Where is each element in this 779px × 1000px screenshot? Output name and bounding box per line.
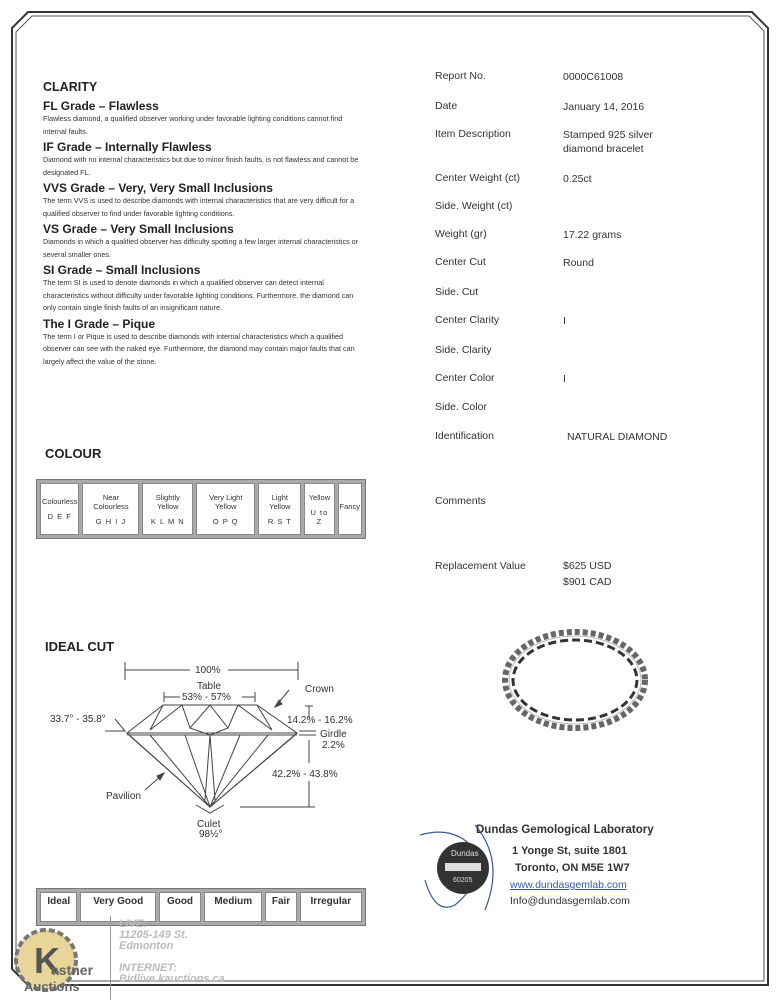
report-field-label: Center Cut [435, 256, 486, 268]
clarity-grade-description: The term VVS is used to describe diamonds with internal characteristics that are very difficult for a qualified observer to find under favorable lighting conditions. [43, 196, 355, 218]
comments-label: Comments [435, 495, 486, 507]
colour-grades: K L M N [150, 516, 185, 526]
bracelet-photo [495, 620, 655, 740]
lab-name: Dundas Gemological Laboratory [476, 824, 654, 836]
svg-text:astner: astner [51, 962, 94, 978]
lab-email: Info@dundasgemlab.com [510, 895, 630, 907]
report-field-label: Side. Color [435, 401, 487, 413]
auction-watermark [119, 919, 225, 985]
svg-text:Auctions: Auctions [24, 979, 80, 994]
colour-grades: O P Q [212, 516, 239, 526]
replacement-value-usd: $625 USD [563, 560, 612, 572]
seal-text: Dundas [451, 849, 479, 858]
clarity-grade-heading: VVS Grade – Very, Very Small Inclusions [43, 181, 273, 195]
auction-url: Bidlive.kauctions.ca [119, 973, 225, 985]
report-field-value: 17.22 grams [563, 229, 622, 241]
clarity-grade-description: Flawless diamond, a qualified observer working under favorable lighting conditions cannot find internal faults. [43, 114, 343, 136]
girdle-label: Girdle [320, 729, 347, 740]
clarity-grade-description: Diamond with no internal characteristics but due to minor finish faults, is not flawless and cannot be designated FL. [43, 155, 359, 177]
report-field-label: Side. Weight (ct) [435, 200, 513, 212]
colour-name: Light Yellow [269, 492, 291, 511]
replacement-value-label: Replacement Value [435, 560, 526, 572]
colour-name: Slightly Yellow [155, 492, 180, 511]
report-field-label: Date [435, 100, 458, 112]
cut-grade-cell: Medium [204, 892, 262, 922]
report-field-label: Weight (gr) [435, 228, 487, 240]
colour-name: Fancy [339, 501, 360, 511]
report-field-value: 0000C61008 [563, 71, 624, 83]
table-label: Table [197, 681, 221, 692]
pavilion-label: Pavilion [106, 791, 142, 802]
crown-height-label: 14.2% - 16.2% [287, 715, 353, 726]
report-field-label: Identification [435, 430, 494, 442]
table-range-label: 53% - 57% [182, 692, 231, 703]
replacement-value-cad: $901 CAD [563, 576, 612, 588]
clarity-grade-heading: IF Grade – Internally Flawless [43, 140, 212, 154]
lab-website-link[interactable]: www.dundasgemlab.com [510, 879, 627, 891]
kastner-auctions-logo [6, 925, 106, 995]
clarity-grade-heading: VS Grade – Very Small Inclusions [43, 222, 234, 236]
culet-label: Culet [197, 819, 221, 830]
report-field-label: Report No. [435, 70, 486, 82]
cut-grade-cell: Very Good [80, 892, 156, 922]
report-field-label: Side. Clarity [435, 344, 492, 356]
report-field-label: Center Weight (ct) [435, 172, 520, 184]
colour-name: Yellow [308, 492, 331, 502]
seal-number: 60205 [453, 877, 473, 884]
pavilion-depth-label: 42.2% - 43.8% [272, 769, 338, 780]
cut-grade-cell: Fair [265, 892, 296, 922]
cut-grade-cell: Irregular [300, 892, 362, 922]
colour-title: COLOUR [45, 446, 102, 461]
report-field-value: Round [563, 257, 594, 269]
report-field-value: January 14, 2016 [563, 101, 645, 113]
colour-grades: R S T [267, 516, 292, 526]
colour-name: Colourless [42, 497, 78, 506]
report-field-value: NATURAL DIAMOND [567, 431, 668, 443]
colour-name: Very Light Yellow [209, 492, 243, 511]
cut-grade-cell: Ideal [40, 892, 77, 922]
internet-label: INTERNET: [119, 962, 177, 974]
clarity-grade-heading: The I Grade – Pique [43, 316, 156, 331]
report-field-value: I [563, 373, 566, 385]
clarity-grade-description: The term SI is used to denote diamonds in which a qualified observer can detect internal characteristics without difficulty under favorable lighting conditions. Furthermore, the diamond can only contain single finish faults of an insignificant nature. [43, 278, 354, 312]
lab-address-2: Toronto, ON M5E 1W7 [515, 862, 630, 874]
girdle-value-label: 2.2% [322, 740, 345, 751]
watermark-divider [110, 916, 111, 1000]
colour-grades: U to Z [310, 507, 329, 526]
report-field-label: Center Clarity [435, 314, 500, 326]
auction-address: 11205-149 St. [119, 929, 188, 941]
live-label: LIVE: [119, 918, 148, 930]
report-field-value: 0.25ct [563, 173, 592, 185]
report-field-value: Stamped 925 silver diamond bracelet [563, 129, 653, 155]
clarity-grade-description: The term I or Pique is used to describe diamonds with internal characteristics which a qualified observer can see with the naked eye. Furthermore, the diamond may contain major faults that can largely affect the value of the stone. [43, 331, 355, 366]
culet-angle-label: 98½° [199, 829, 223, 840]
crown-label: Crown [305, 684, 334, 695]
lab-address-1: 1 Yonge St, suite 1801 [512, 845, 628, 857]
report-field-label: Side. Cut [435, 286, 479, 298]
clarity-grade-description: Diamonds in which a qualified observer has difficulty spotting a few larger internal characteristics or several smaller ones. [43, 237, 359, 259]
width-label: 100% [195, 665, 221, 676]
clarity-grade-heading: FL Grade – Flawless [43, 99, 159, 113]
cut-grade-cell: Good [159, 892, 201, 922]
ideal-cut-title: IDEAL CUT [45, 639, 115, 654]
colour-grades: G H I J [95, 516, 127, 526]
colour-name: Near Colourless [93, 492, 129, 511]
report-field-value: I [563, 315, 566, 327]
diamond-proportions-diagram [0, 0, 400, 860]
svg-text:K: K [34, 940, 60, 981]
auction-city: Edmonton [119, 940, 174, 952]
crown-angle-label: 33.7° - 35.8° [50, 714, 106, 725]
clarity-grade-heading: SI Grade – Small Inclusions [43, 263, 201, 277]
clarity-title: CLARITY [43, 80, 98, 94]
report-field-label: Item Description [435, 128, 511, 140]
colour-grades: D E F [47, 512, 72, 521]
report-field-label: Center Color [435, 372, 495, 384]
